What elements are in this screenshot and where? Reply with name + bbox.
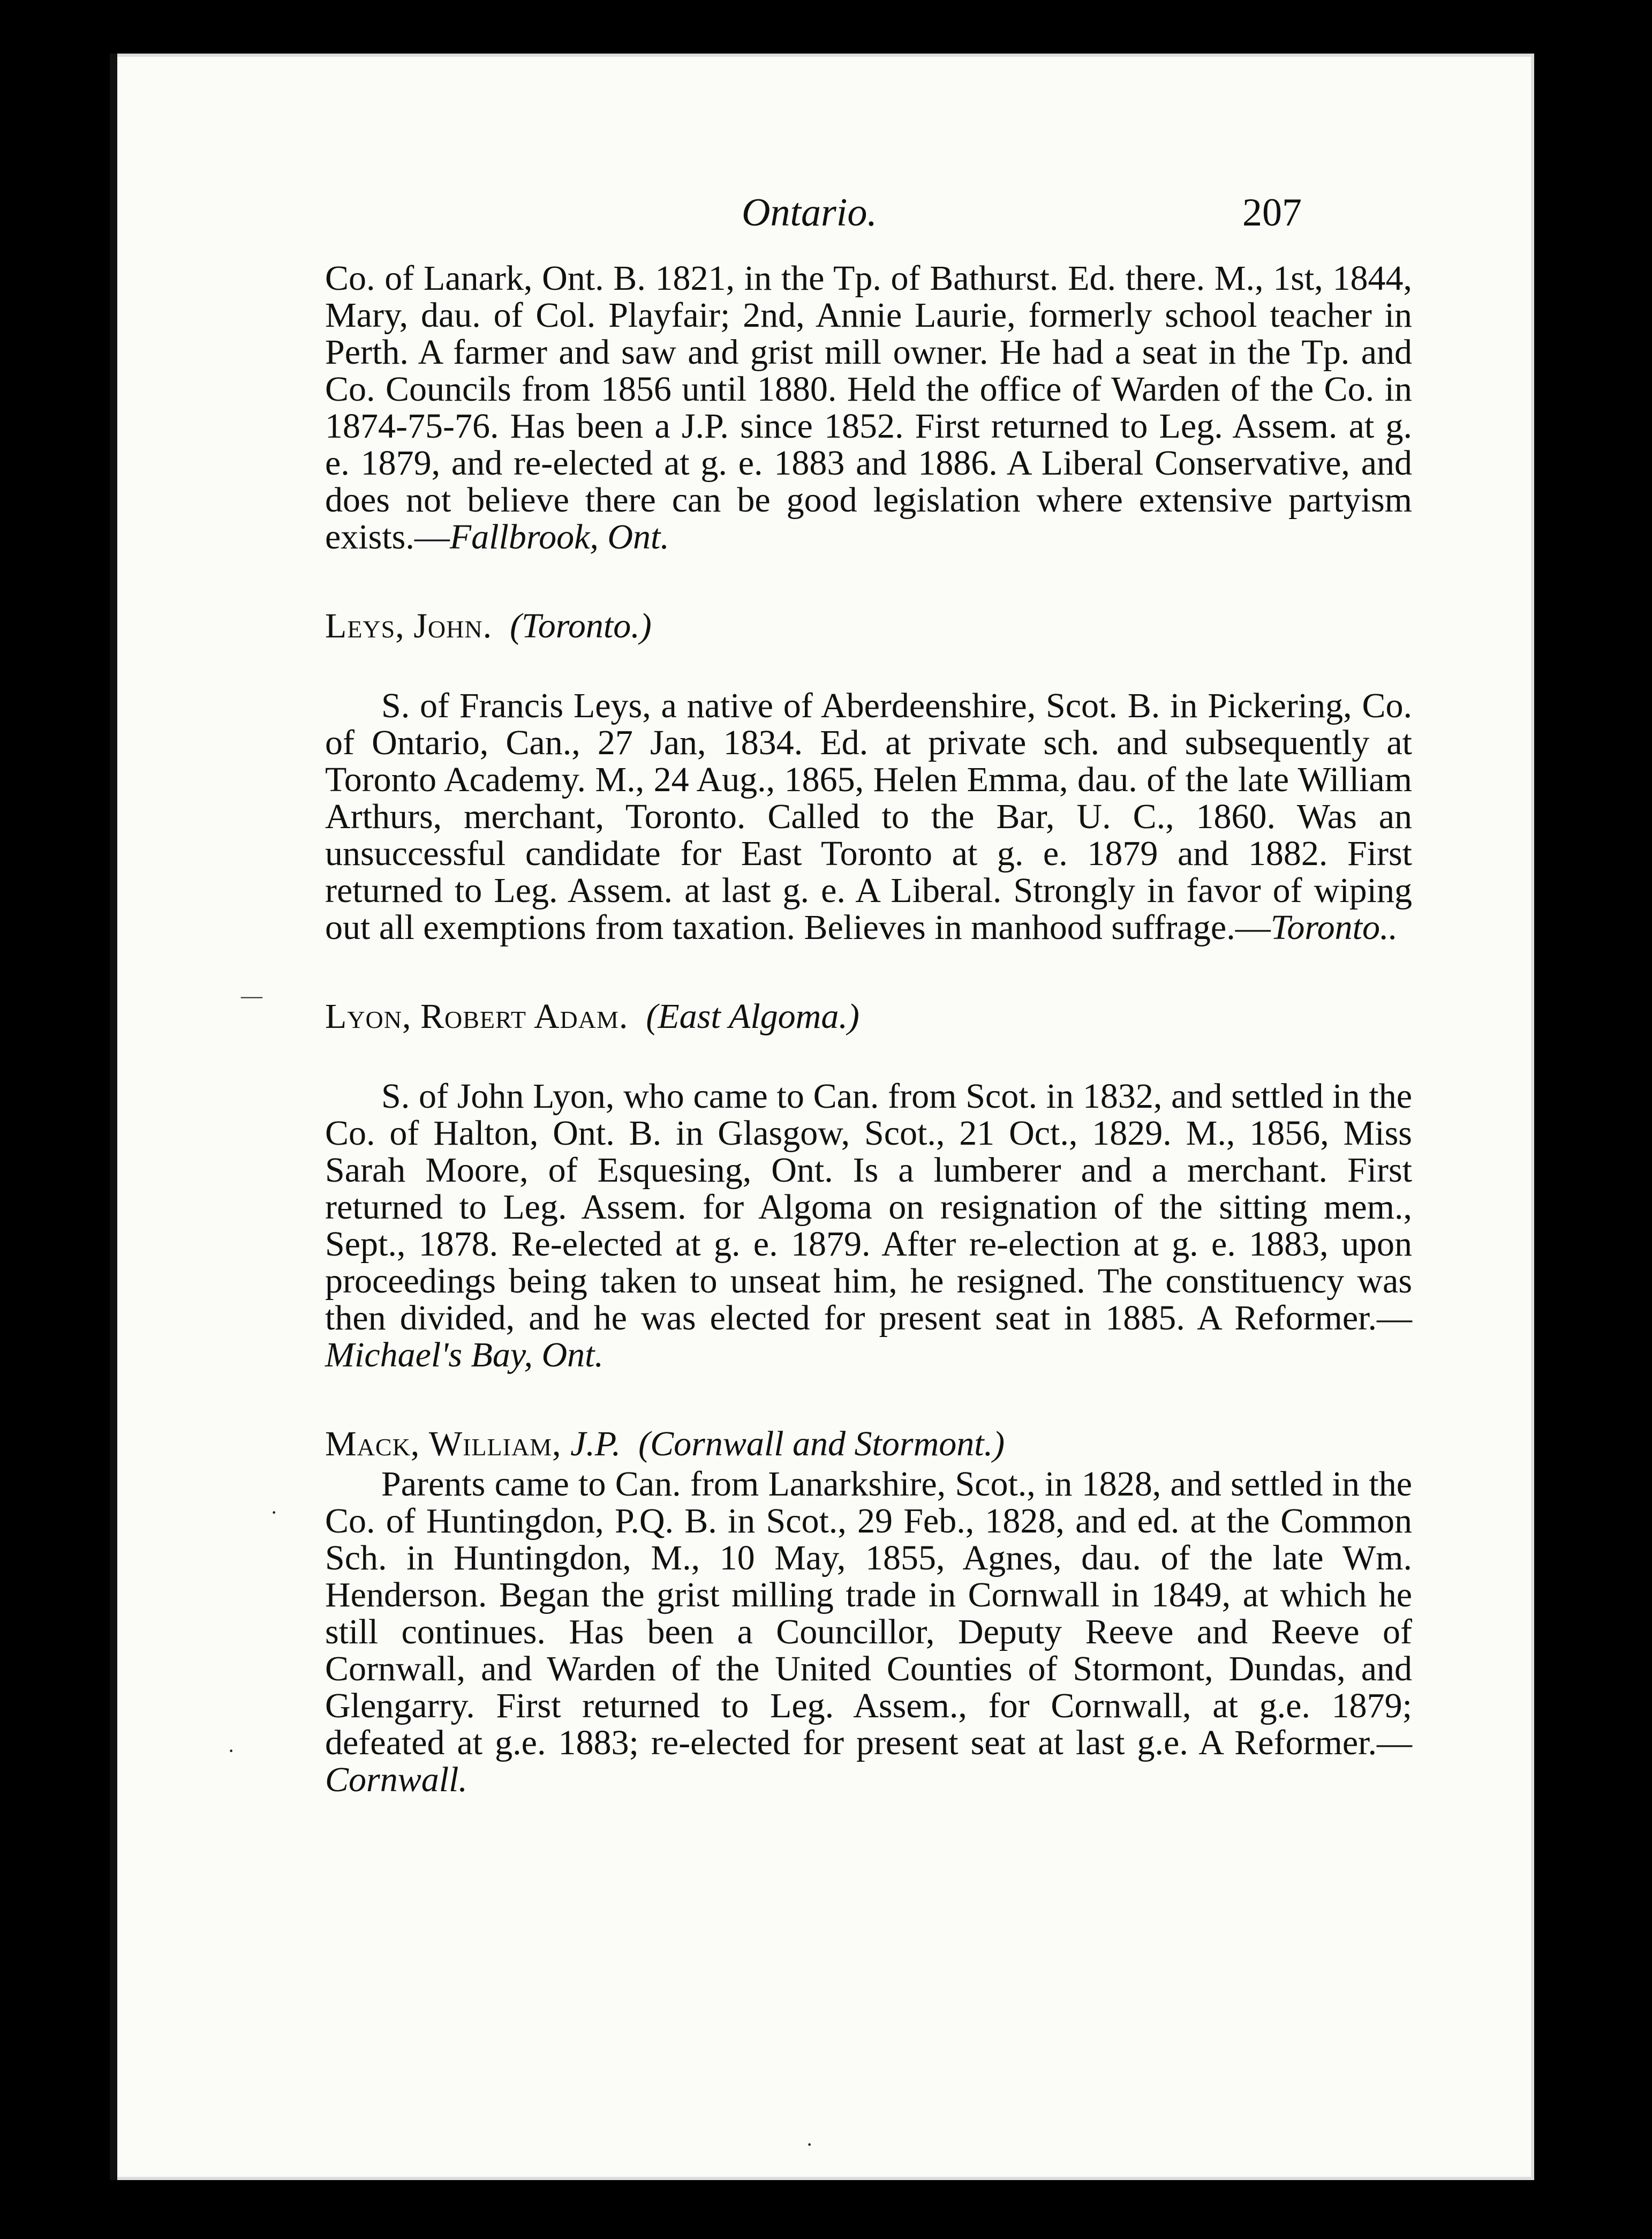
heading-spacer — [325, 648, 1412, 687]
residence: Fallbrook, Ont. — [449, 517, 669, 557]
entry-spacer — [325, 1373, 1412, 1423]
entry-mack-william — [325, 1423, 1412, 1798]
entry-paragraph — [325, 1078, 1412, 1373]
residence: Cornwall. — [325, 1760, 467, 1799]
entry-heading — [325, 995, 1412, 1038]
entry-paragraph — [325, 687, 1412, 946]
entry-title: J.P. — [570, 1424, 621, 1463]
entry-continuation — [325, 260, 1412, 555]
binding-edge — [110, 54, 117, 2180]
paragraph-text: Co. of Lanark, Ont. B. 1821, in the Tp. of Bathurst. Ed. there. M., 1st, 1844, Mary, dau. of Col. Playfair; 2nd, Annie Laurie, formerly school teacher in Perth. A farmer and saw and grist mill owner. He had a seat in the Tp. and Co. Councils from 1856 until 1880. Held the office of Warden of the Co. in 1874-75-76. Has been a J.P. since 1852. First returned to Leg. Assem. at g. e. 1879, and re-elected at g. e. 1883 and 1886. A Liberal Conservative, and does not believe there can be good legislation where extensive partyism exists.— — [325, 259, 1412, 557]
page-header — [110, 190, 1534, 249]
entry-surname: Mack, — [325, 1424, 420, 1463]
heading-spacer — [325, 1038, 1412, 1078]
residence: Toronto.. — [1270, 908, 1398, 947]
entry-spacer — [325, 946, 1412, 995]
margin-dot: · — [228, 1739, 235, 1763]
page-body — [325, 260, 1412, 1798]
entry-heading — [325, 1423, 1412, 1466]
entry-given-name: John. — [413, 606, 493, 645]
margin-dot: · — [806, 2132, 813, 2157]
entry-surname: Lyon, — [325, 997, 412, 1036]
entry-surname: Leys, — [325, 606, 405, 645]
entry-given-name: Robert Adam. — [420, 997, 629, 1036]
entry-given-name: William, — [428, 1424, 562, 1463]
margin-dot: · — [270, 1500, 278, 1524]
entry-leys-john — [325, 605, 1412, 946]
entry-paragraph — [325, 260, 1412, 555]
margin-pencil-mark: — — [241, 983, 262, 1008]
entry-lyon-robert-adam — [325, 995, 1412, 1373]
entry-spacer — [325, 555, 1412, 605]
book-page — [110, 54, 1534, 2180]
paragraph-text: Parents came to Can. from Lanarkshire, Scot., in 1828, and settled in the Co. of Huntingdon, P.Q. B. in Scot., 29 Feb., 1828, and ed. at the Common Sch. in Huntingdon, M., 10 May, 1855, Agnes, dau. of the late Wm. Henderson. Began the grist milling trade in Cornwall in 1849, at which he still continues. Has been a Councillor, Deputy Reeve and Reeve of Cornwall, and Warden of the United Counties of Stormont, Dundas, and Glengarry. First returned to Leg. Assem., for Cornwall, at g.e. 1879; defeated at g.e. 1883; re-elected for present seat at last g.e. A Reformer.— — [325, 1464, 1412, 1762]
entry-constituency: (Cornwall and Stormont.) — [638, 1424, 1005, 1463]
entry-constituency: (Toronto.) — [510, 606, 652, 645]
entry-constituency: (East Algoma.) — [646, 997, 859, 1036]
entry-paragraph — [325, 1466, 1412, 1798]
residence: Michael's Bay, Ont. — [325, 1335, 604, 1374]
running-head: Ontario. — [742, 191, 877, 235]
page-number: 207 — [1242, 191, 1302, 235]
paragraph-text: S. of Francis Leys, a native of Aberdeenshire, Scot. B. in Pickering, Co. of Ontario, Can., 27 Jan, 1834. Ed. at private sch. and subsequently at Toronto Academy. M., 24 Aug., 1865, Helen Emma, dau. of the late William Arthurs, merchant, Toronto. Called to the Bar, U. C., 1860. Was an unsuccessful candidate for East Toronto at g. e. 1879 and 1882. First returned to Leg. Assem. at last g. e. A Liberal. Strongly in favor of wiping out all exemptions from taxation. Believes in manhood suffrage.— — [325, 686, 1412, 947]
entry-heading — [325, 605, 1412, 648]
paragraph-text: S. of John Lyon, who came to Can. from Scot. in 1832, and settled in the Co. of Halton, Ont. B. in Glasgow, Scot., 21 Oct., 1829. M., 1856, Miss Sarah Moore, of Esquesing, Ont. Is a lumberer and a merchant. First returned to Leg. Assem. for Algoma on resignation of the sitting mem., Sept., 1878. Re-elected at g. e. 1879. After re-election at g. e. 1883, upon proceedings being taken to unseat him, he resigned. The constituency was then divided, and he was elected for present seat in 1885. A Reformer.— — [325, 1077, 1412, 1338]
